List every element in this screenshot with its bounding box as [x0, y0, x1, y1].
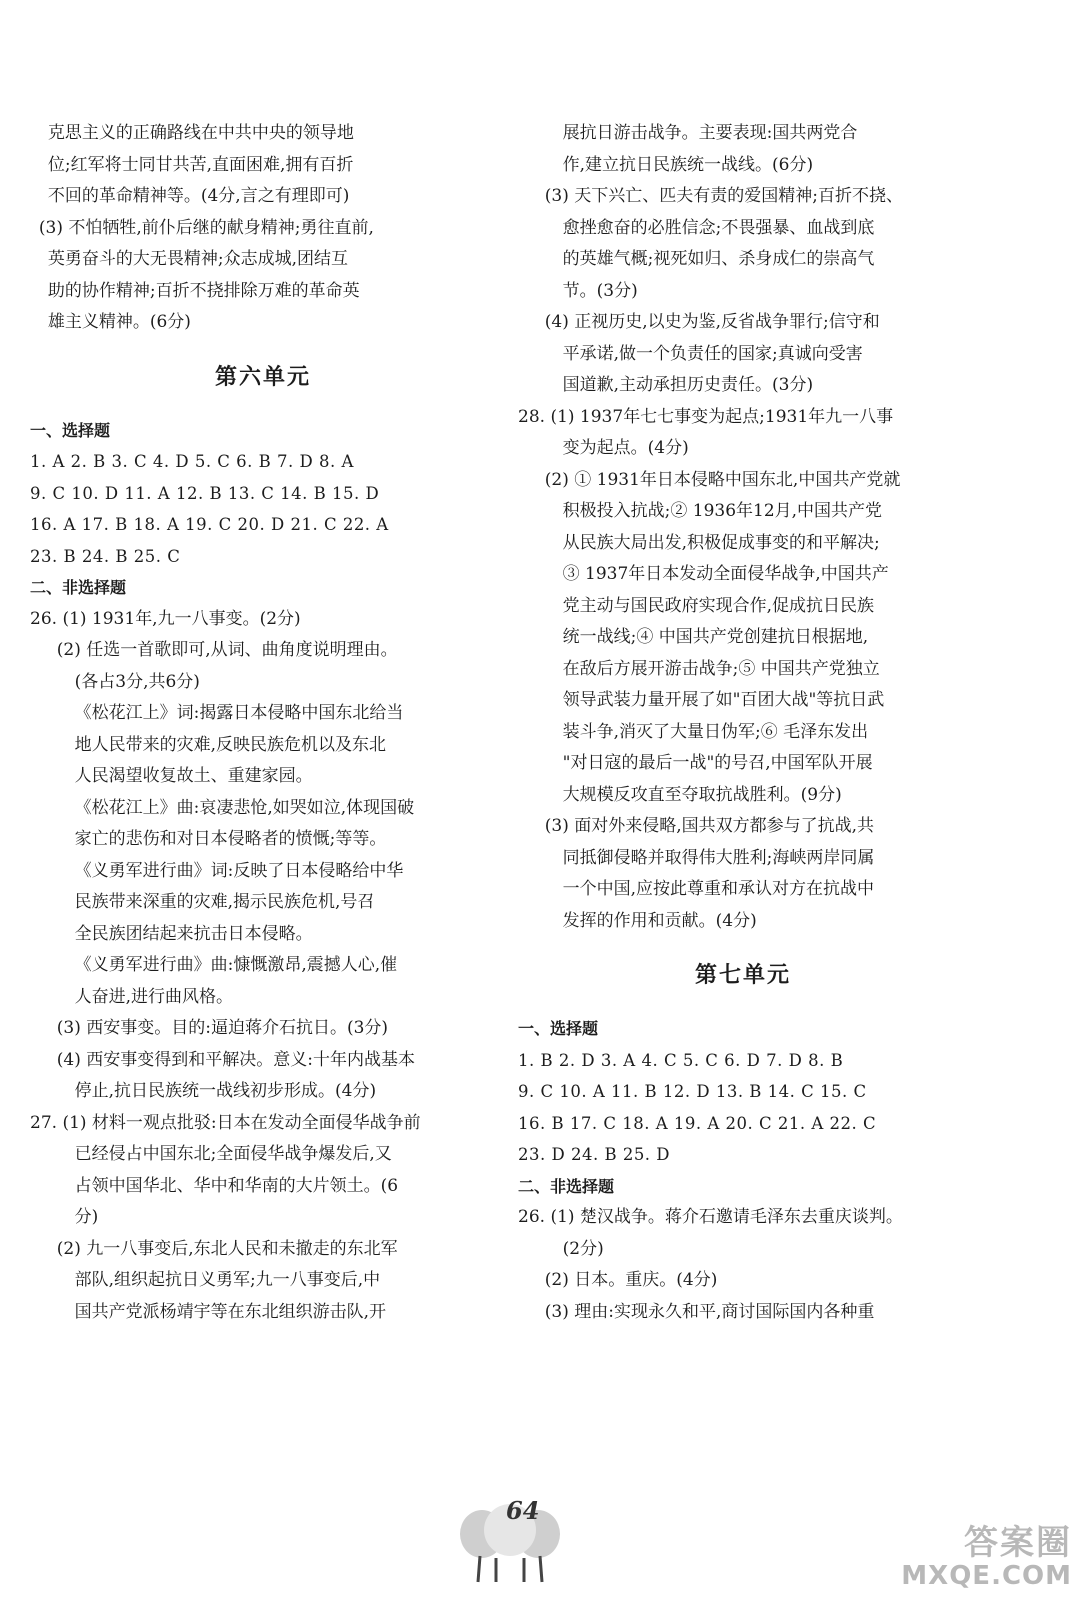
- answer-line: 国道歉,主动承担历史责任。(3分): [562, 375, 814, 395]
- answer-line: 的英雄气概;视死如归、杀身成仁的崇高气: [562, 249, 875, 269]
- answer-line: 节。(3分): [562, 280, 638, 301]
- answer-line: 不回的革命精神等。(4分,言之有理即可): [47, 186, 350, 206]
- answer-line: 27. (1) 材料一观点批驳:日本在发动全面侵华战争前: [30, 1112, 421, 1133]
- answer-line: 地人民带来的灾难,反映民族危机以及东北: [74, 734, 387, 755]
- answer-line: 停止,抗日民族统一战线初步形成。(4分): [74, 1081, 377, 1101]
- answer-line: "对日寇的最后一战"的号召,中国军队开展: [562, 753, 873, 773]
- answer-line: 1. B 2. D 3. A 4. C 5. C 6. D 7. D 8. B: [518, 1050, 844, 1070]
- answer-line: 英勇奋斗的大无畏精神;众志成城,团结互: [47, 249, 348, 269]
- answer-line: 雄主义精神。(6分): [47, 312, 191, 332]
- answer-line: 16. B 17. C 18. A 19. A 20. C 21. A 22. C: [518, 1113, 877, 1133]
- answer-line: 一个中国,应按此尊重和承认对方在抗战中: [562, 879, 875, 899]
- answer-line: 《松花江上》词:揭露日本侵略中国东北给当: [74, 703, 404, 723]
- answer-line: 28. (1) 1937年七七事变为起点;1931年九一八事: [518, 406, 894, 427]
- answer-line: 发挥的作用和贡献。(4分): [562, 910, 757, 931]
- answer-line: 平承诺,做一个负责任的国家;真诚向受害: [562, 343, 863, 364]
- answer-line: 26. (1) 1931年,九一八事变。(2分): [30, 608, 301, 629]
- answer-line: 从民族大局出发,积极促成事变的和平解决;: [562, 532, 880, 553]
- spacer: [518, 995, 968, 1013]
- answer-line: (2) 日本。重庆。(4分): [544, 1270, 718, 1290]
- answer-line: (4) 西安事变得到和平解决。意义:十年内战基本: [56, 1049, 415, 1070]
- answer-line: 大规模反攻直至夺取抗战胜利。(9分): [562, 784, 842, 805]
- answer-line: 分): [74, 1207, 99, 1227]
- answer-line: (3) 西安事变。目的:逼迫蒋介石抗日。(3分): [56, 1018, 389, 1038]
- answer-line: 23. B 24. B 25. C: [30, 546, 181, 566]
- spacer: [518, 937, 968, 955]
- answer-line: 领导武装力量开展了如"百团大战"等抗日武: [562, 690, 885, 710]
- answer-line: 国共产党派杨靖宇等在东北组织游击队,开: [74, 1301, 387, 1322]
- right-column: [518, 118, 968, 1328]
- spacer: [30, 397, 496, 415]
- answer-line: 《松花江上》曲:哀凄悲怆,如哭如泣,体现国破: [74, 797, 415, 818]
- spacer: [30, 339, 496, 357]
- page-number: 64: [506, 1496, 540, 1525]
- answer-line: 位;红军将士同甘共苦,直面困难,拥有百折: [47, 154, 354, 175]
- answer-line: 全民族团结起来抗击日本侵略。: [74, 923, 313, 944]
- answer-line: 愈挫愈奋的必胜信念;不畏强暴、血战到底: [562, 217, 875, 238]
- answer-line: 9. C 10. D 11. A 12. B 13. C 14. B 15. D: [30, 483, 380, 503]
- answer-line: 9. C 10. A 11. B 12. D 13. B 14. C 15. C: [518, 1082, 867, 1101]
- left-column: [30, 118, 496, 1328]
- answer-line: 占领中国华北、华中和华南的大片领土。(6: [74, 1175, 399, 1196]
- answer-line: (3) 天下兴亡、匹夫有责的爱国精神;百折不挠、: [544, 186, 903, 206]
- section-heading: 一、选择题: [30, 420, 111, 440]
- answer-line: 已经侵占中国东北;全面侵华战争爆发后,又: [74, 1144, 392, 1164]
- answer-line: 党主动与国民政府实现合作,促成抗日民族: [562, 595, 875, 616]
- answer-line: 积极投入抗战;② 1936年12月,中国共产党: [562, 501, 883, 521]
- answer-line: 23. D 24. B 25. D: [518, 1145, 671, 1164]
- answer-line: 在敌后方展开游击战争;⑤ 中国共产党独立: [562, 658, 880, 679]
- answer-line: (2) 任选一首歌即可,从词、曲角度说明理由。: [56, 640, 398, 660]
- answer-line: (3) 不怕牺牲,前仆后继的献身精神;勇往直前,: [38, 217, 374, 238]
- answer-line: (2) ① 1931年日本侵略中国东北,中国共产党就: [544, 469, 901, 490]
- answer-line: 变为起点。(4分): [562, 438, 689, 458]
- unit-heading: 第七单元: [694, 962, 791, 988]
- answer-line: 助的协作精神;百折不挠排除万难的革命英: [47, 280, 360, 301]
- answer-line: 统一战线;④ 中国共产党创建抗日根据地,: [562, 627, 869, 647]
- watermark-logo-text: 答案圈: [964, 1523, 1072, 1563]
- answer-line: (3) 面对外来侵略,国共双方都参与了抗战,共: [544, 816, 875, 836]
- answer-line: 装斗争,消灭了大量日伪军;⑥ 毛泽东发出: [562, 721, 869, 742]
- answer-line: 同抵御侵略并取得伟大胜利;海峡两岸同属: [562, 847, 875, 868]
- section-heading: 二、非选择题: [30, 578, 127, 597]
- answer-line: 16. A 17. B 18. A 19. C 20. D 21. C 22. A: [30, 515, 389, 534]
- section-heading: 一、选择题: [518, 1019, 599, 1038]
- answer-line: 1. A 2. B 3. C 4. D 5. C 6. B 7. D 8. A: [30, 452, 354, 471]
- watermark-domain: MXQE.COM: [901, 1561, 1072, 1591]
- answer-line: 作,建立抗日民族统一战线。(6分): [562, 154, 814, 175]
- answer-line: 人民渴望收复故土、重建家园。: [74, 766, 313, 786]
- answer-line: ③ 1937年日本发动全面侵华战争,中国共产: [562, 564, 889, 584]
- site-watermark: [901, 1524, 1072, 1590]
- answer-line: (各占3分,共6分): [74, 671, 200, 692]
- answer-line: 家亡的悲伤和对日本侵略者的愤慨;等等。: [74, 829, 387, 849]
- answer-line: 人奋进,进行曲风格。: [74, 986, 234, 1007]
- answer-line: 《义勇军进行曲》词:反映了日本侵略给中华: [74, 860, 404, 881]
- answer-line: (3) 理由:实现永久和平,商讨国际国内各种重: [544, 1301, 875, 1322]
- answer-line: (2分): [562, 1238, 604, 1259]
- unit-heading: 第六单元: [214, 363, 311, 390]
- answer-line: (4) 正视历史,以史为鉴,反省战争罪行;信守和: [544, 312, 880, 332]
- section-heading: 二、非选择题: [518, 1176, 615, 1196]
- answer-line: 展抗日游击战争。主要表现:国共两党合: [562, 123, 858, 143]
- answer-line: 民族带来深重的灾难,揭示民族危机,号召: [74, 892, 375, 912]
- answer-line: 部队,组织起抗日义勇军;九一八事变后,中: [74, 1270, 381, 1290]
- answer-line: 克思主义的正确路线在中共中央的领导地: [47, 123, 354, 143]
- answer-line: 26. (1) 楚汉战争。蒋介石邀请毛泽东去重庆谈判。: [518, 1207, 903, 1227]
- answer-line: 《义勇军进行曲》曲:慷慨激昂,震撼人心,催: [74, 955, 398, 975]
- answer-line: (2) 九一八事变后,东北人民和未撤走的东北军: [56, 1238, 398, 1259]
